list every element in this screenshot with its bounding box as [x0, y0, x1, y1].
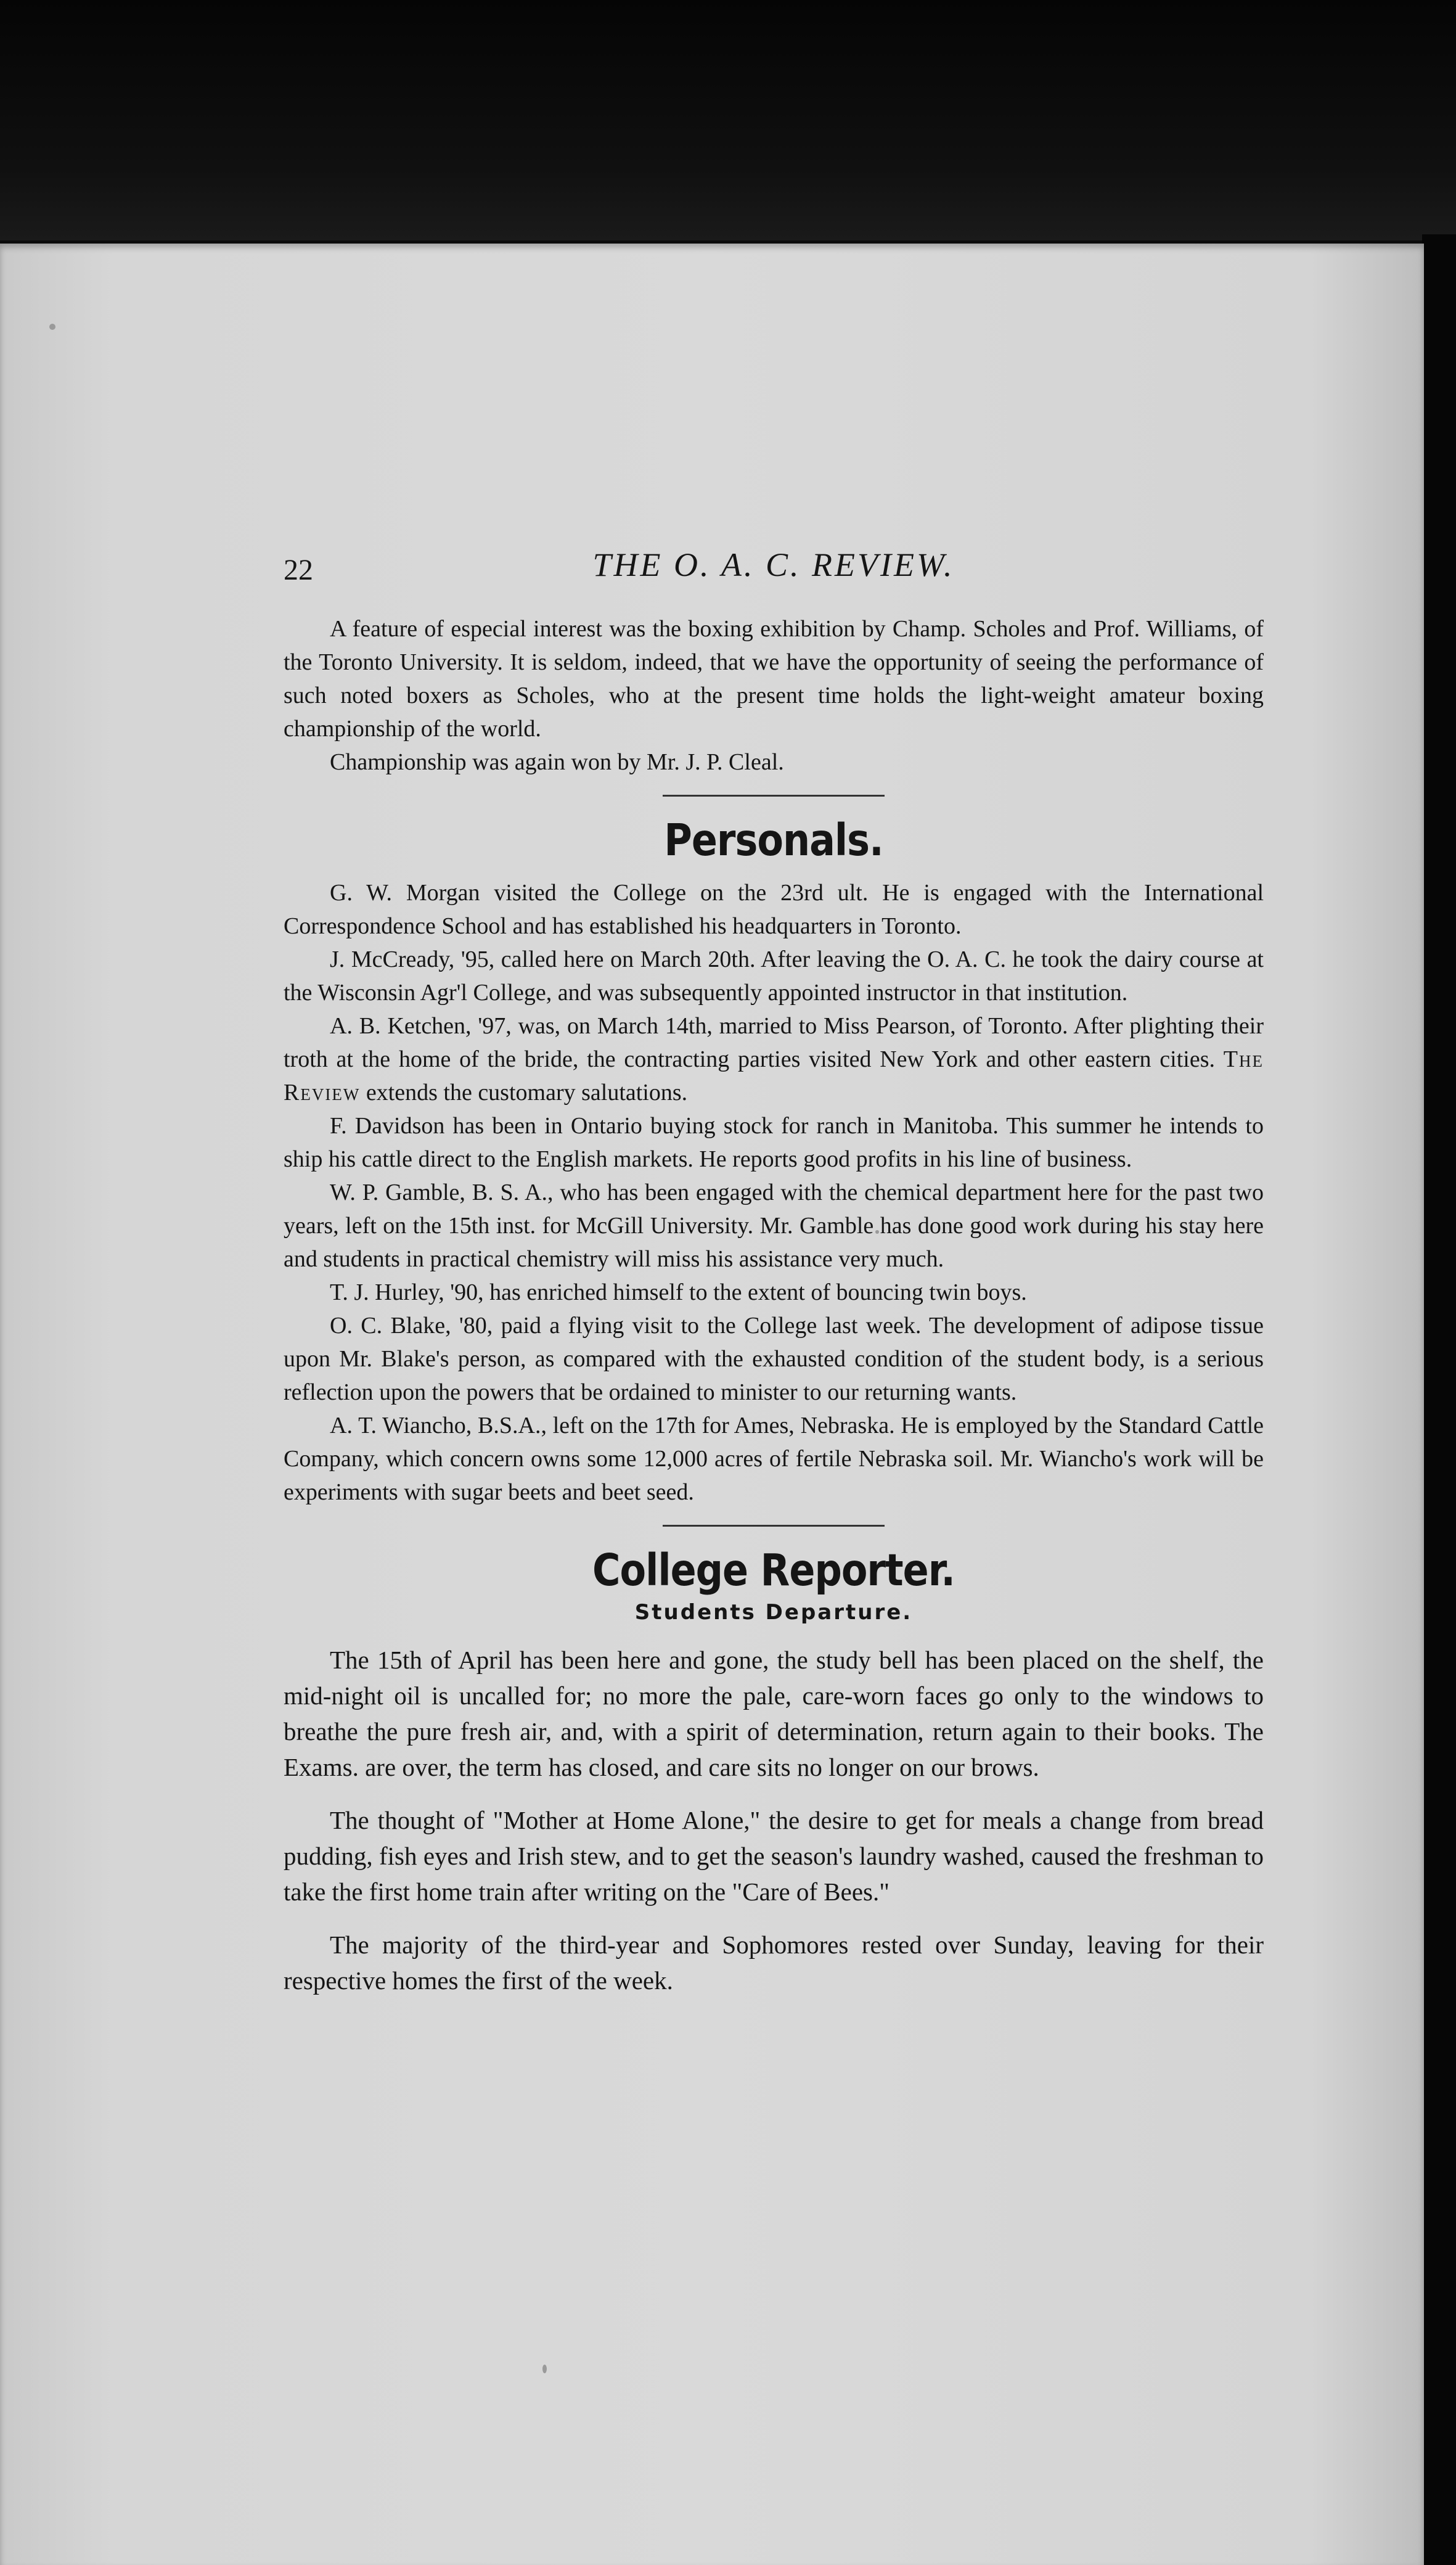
intro-paragraph: Championship was again won by Mr. J. P. Cleal. [330, 749, 784, 775]
scan-dark-background [0, 0, 1456, 240]
college-reporter-heading: College Reporter. [592, 1544, 955, 1596]
personal-item-text: extends the customary salutations. [366, 1080, 688, 1106]
personal-item: G. W. Morgan visited the College on the 23rd ult. He is engaged with the International Correspondence School and has established his headquarters in Toronto. [284, 880, 1264, 939]
printed-page [0, 244, 1424, 2565]
personals-heading: Personals. [664, 814, 883, 866]
page-number: 22 [284, 554, 313, 586]
intro-paragraph: A feature of especial interest was the boxing exhibition by Champ. Scholes and Prof. Williams, of the Toronto University. It is seldom, indeed, that we have the opportunity of seeing the performance of such noted boxers as Scholes, who at the present time holds the light-weight amateur boxing championship of the world. [284, 616, 1264, 742]
section-divider [663, 1525, 885, 1527]
personals-section [284, 814, 1264, 1509]
personal-item: A. T. Wiancho, B.S.A., left on the 17th for Ames, Nebraska. He is employed by the Standard Cattle Company, which concern owns some 12,000 acres of fertile Nebraska soil. Mr. Wiancho's work will be experiments with sugar beets and beet seed. [284, 1413, 1264, 1505]
page-content [284, 546, 1264, 2016]
personal-item: T. J. Hurley, '90, has enriched himself to the extent of bouncing twin boys. [330, 1279, 1027, 1305]
personal-item: F. Davidson has been in Ontario buying stock for ranch in Manitoba. This summer he intends to ship his cattle direct to the English markets. He reports good profits in his line of business. [284, 1113, 1264, 1172]
personal-item: W. P. Gamble, B. S. A., who has been engaged with the chemical department here for the past two years, left on the 15th inst. for McGill University. Mr. Gamble has done good work during his stay here and students in practical chemistry will miss his assistance very much. [284, 1180, 1264, 1272]
scan-page-edge-shadow [1422, 234, 1456, 2565]
personal-item [284, 1009, 1264, 1109]
reporter-paragraph: The thought of "Mother at Home Alone," the desire to get for meals a change from bread pudding, fish eyes and Irish stew, and to get the season's laundry washed, caused the freshman to take the first home train after writing on the "Care of Bees." [284, 1806, 1264, 1906]
page-header [284, 546, 1264, 595]
paper-speck [542, 2365, 547, 2373]
section-divider [663, 795, 885, 797]
personal-item: J. McCready, '95, called here on March 20th. After leaving the O. A. C. he took the dairy course at the Wisconsin Agr'l College, and was subsequently appointed instructor in that institution. [284, 946, 1264, 1006]
college-reporter-section [284, 1544, 1264, 1998]
running-head: THE O. A. C. REVIEW. [592, 546, 955, 583]
intro-section [284, 612, 1264, 779]
paper-speck [49, 324, 55, 330]
personal-item: O. C. Blake, '80, paid a flying visit to the College last week. The development of adipose tissue upon Mr. Blake's person, as compared with the exhausted condition of the student body, is a serious reflection upon the powers that be ordained to minister to our returning wants. [284, 1313, 1264, 1405]
personal-item-text: A. B. Ketchen, '97, was, on March 14th, married to Miss Pearson, of Toronto. After plighting their troth at the home of the bride, the contracting parties visited New York and other eastern cities. [284, 1013, 1264, 1072]
reporter-paragraph: The majority of the third-year and Sophomores rested over Sunday, leaving for their respective homes the first of the week. [284, 1931, 1264, 1995]
reporter-paragraph: The 15th of April has been here and gone, the study bell has been placed on the shelf, the mid-night oil is uncalled for; no more the pale, care-worn faces go only to the windows to breathe the pure fresh air, and, with a spirit of determination, return again to their books. The Exams. are over, the term has closed, and care sits no longer on our brows. [284, 1646, 1264, 1781]
review-name: The Review [284, 1046, 1264, 1106]
students-departure-subheading: Students Departure. [634, 1600, 913, 1625]
